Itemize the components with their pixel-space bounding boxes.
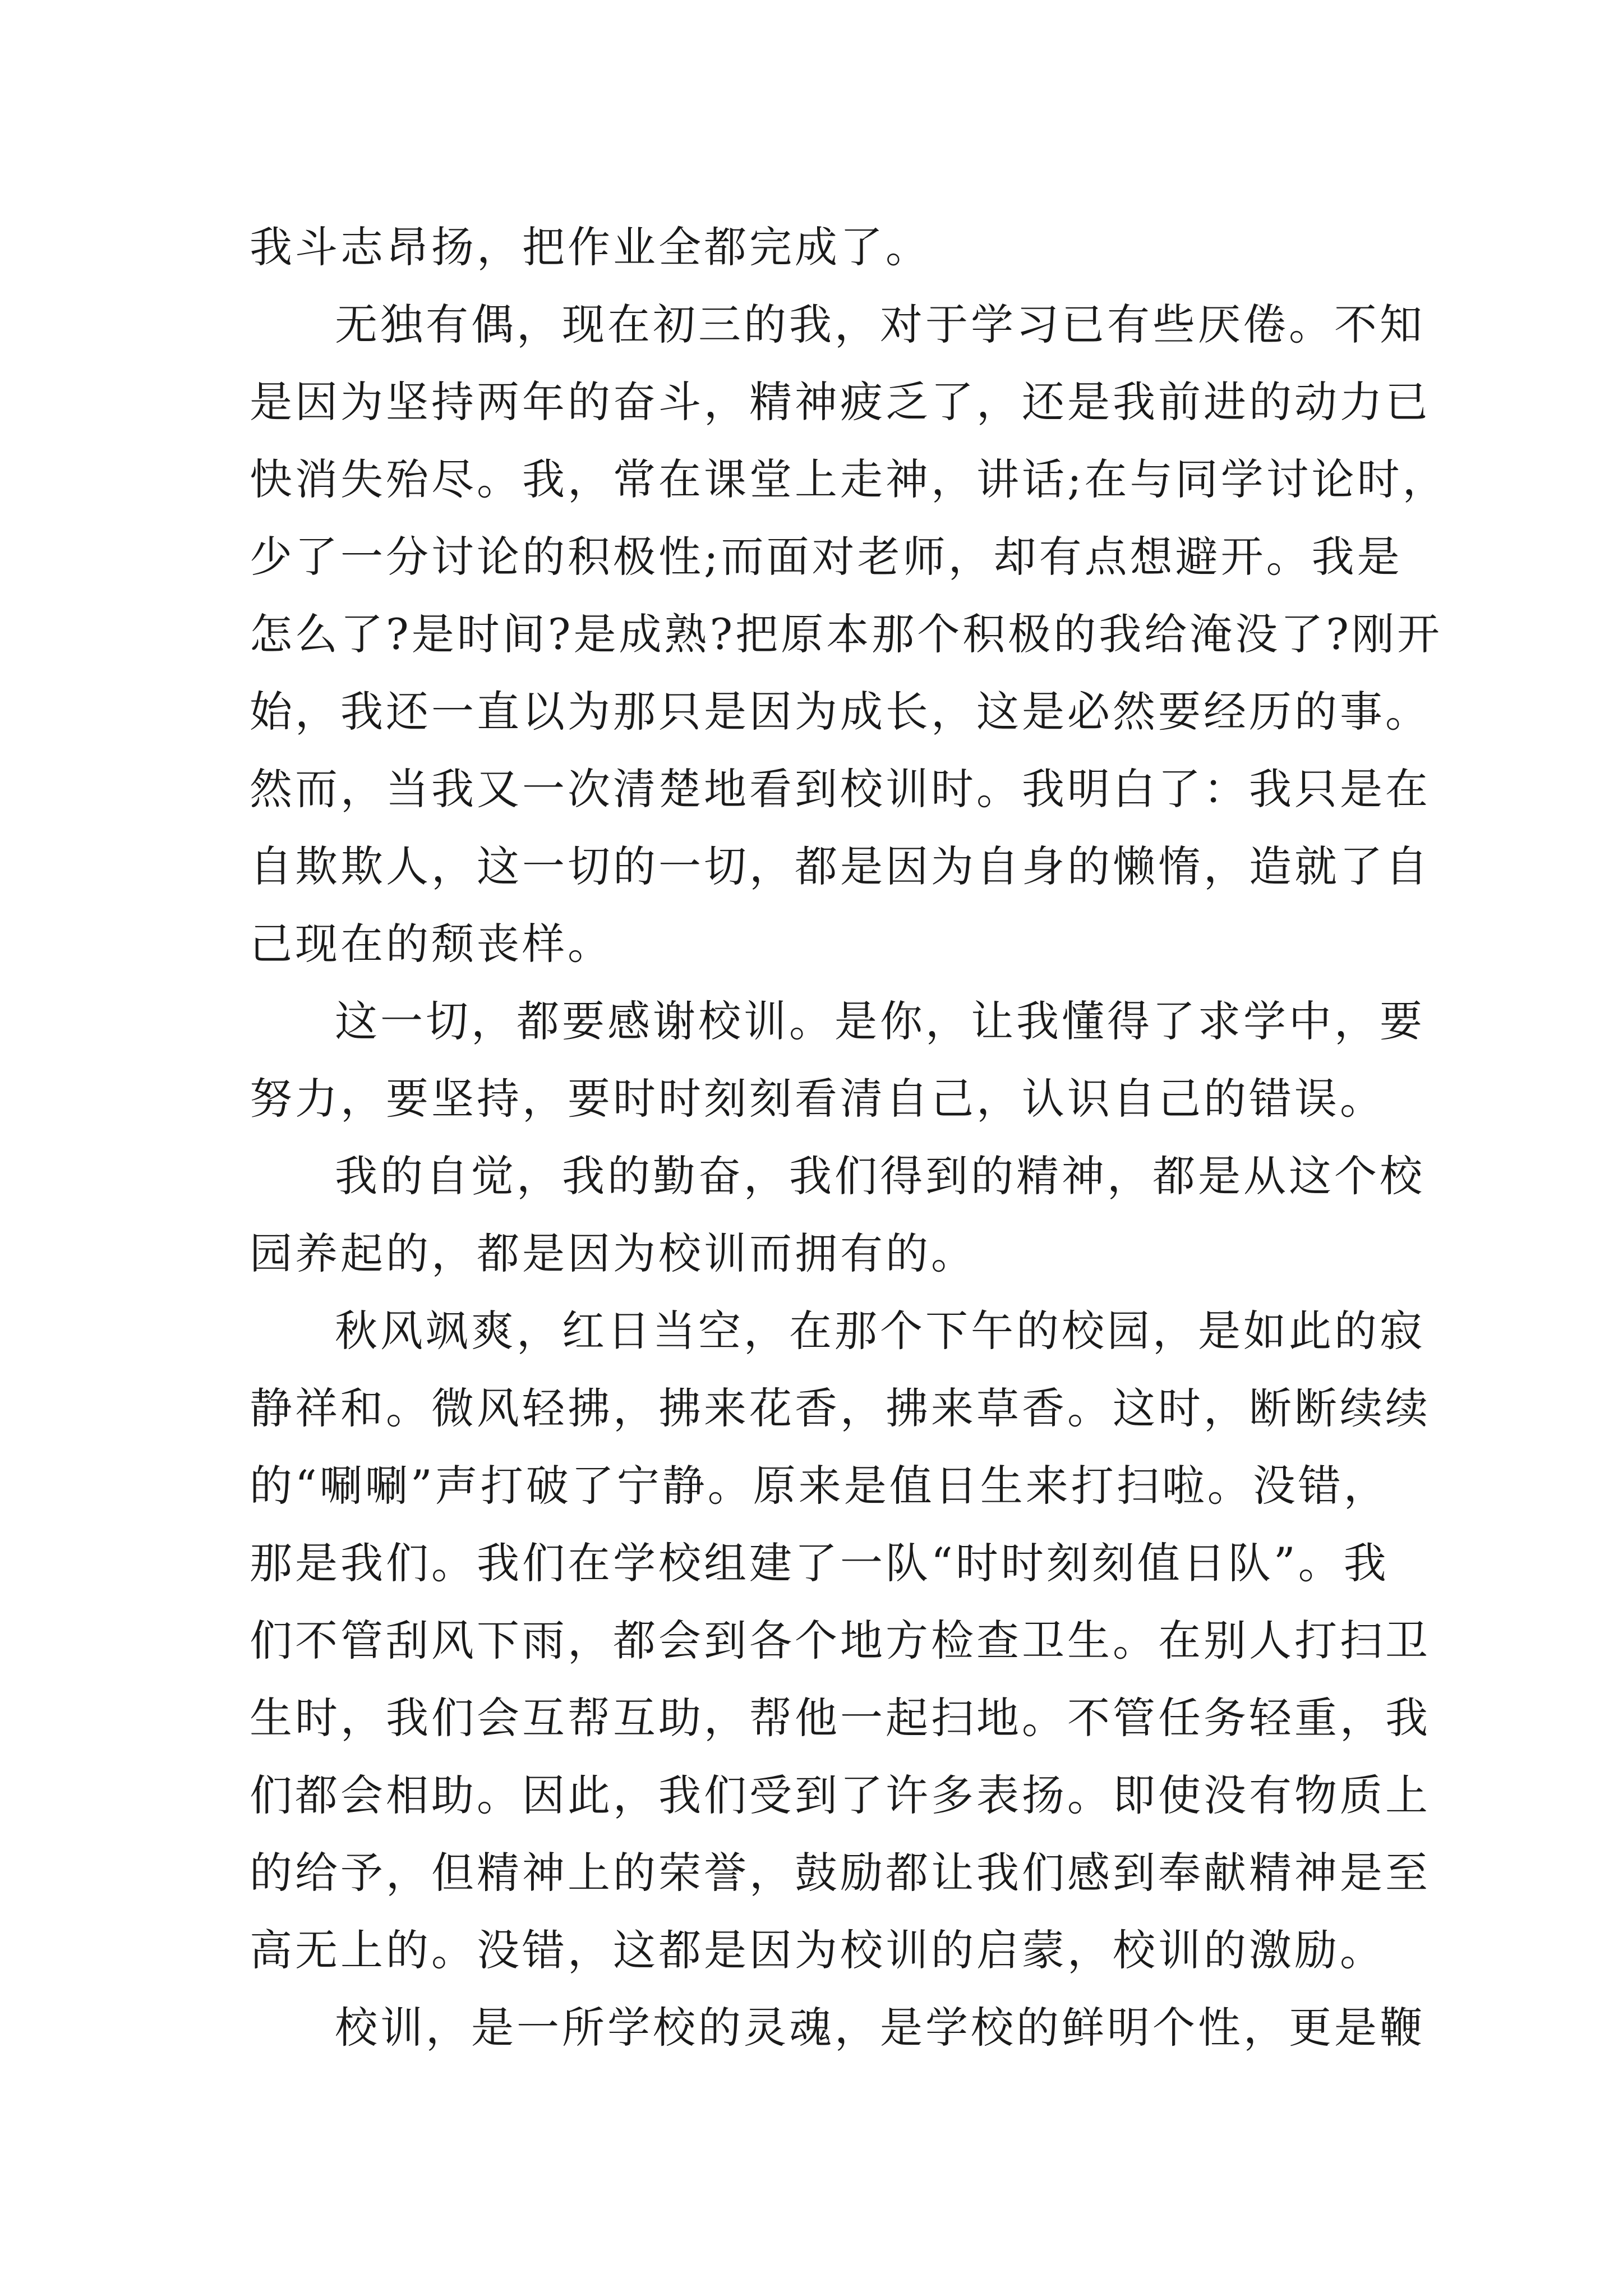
text-line: 生时，我们会互帮互助，帮他一起扫地。不管任务轻重，我: [250, 1693, 1431, 1743]
text-line: 是因为坚持两年的奋斗，精神疲乏了，还是我前进的动力已: [250, 377, 1431, 427]
text-line: 园养起的，都是因为校训而拥有的。: [250, 1228, 976, 1278]
text-line: 自欺欺人，这一切的一切，都是因为自身的懒惰，造就了自: [250, 841, 1431, 891]
text-line: 那是我们。我们在学校组建了一队“时时刻刻值日队”。我: [250, 1538, 1389, 1588]
paragraph-start-line: 我的自觉，我的勤奋，我们得到的精神，都是从这个校: [335, 1151, 1425, 1201]
text-line: 们都会相助。因此，我们受到了许多表扬。即使没有物质上: [250, 1770, 1431, 1820]
text-line: 己现在的颓丧样。: [250, 919, 613, 969]
paragraph-start-line: 这一切，都要感谢校训。是你，让我懂得了求学中，要: [335, 996, 1425, 1046]
paragraph-start-line: 秋风飒爽，红日当空，在那个下午的校园，是如此的寂: [335, 1306, 1425, 1356]
essay-text: [250, 209, 1448, 2067]
text-line: 然而，当我又一次清楚地看到校训时。我明白了：我只是在: [250, 764, 1431, 814]
text-line: 我斗志昂扬，把作业全都完成了。: [250, 222, 931, 272]
text-line: 高无上的。没错，这都是因为校训的启蒙，校训的激励。: [250, 1925, 1385, 1975]
text-line: 努力，要坚持，要时时刻刻看清自己，认识自己的错误。: [250, 1074, 1385, 1124]
text-line: 怎么了?是时间?是成熟?把原本那个积极的我给淹没了?刚开: [250, 609, 1442, 659]
paragraph-start-line: 校训，是一所学校的灵魂，是学校的鲜明个性，更是鞭: [335, 2003, 1425, 2053]
text-line: 快消失殆尽。我，常在课堂上走神，讲话;在与同学讨论时，: [250, 454, 1448, 504]
text-line: 少了一分讨论的积极性;而面对老师，却有点想避开。我是: [250, 532, 1403, 582]
text-line: 静祥和。微风轻拂，拂来花香，拂来草香。这时，断断续续: [250, 1383, 1431, 1433]
paragraph-start-line: 无独有偶，现在初三的我，对于学习已有些厌倦。不知: [335, 300, 1425, 349]
text-line: 的给予，但精神上的荣誉，鼓励都让我们感到奉献精神是至: [250, 1848, 1431, 1898]
text-line: 们不管刮风下雨，都会到各个地方检查卫生。在别人打扫卫: [250, 1616, 1431, 1665]
text-line: 始，我还一直以为那只是因为成长，这是必然要经历的事。: [250, 687, 1431, 737]
text-line: 的“唰唰”声打破了宁静。原来是值日生来打扫啦。没错，: [250, 1461, 1389, 1511]
